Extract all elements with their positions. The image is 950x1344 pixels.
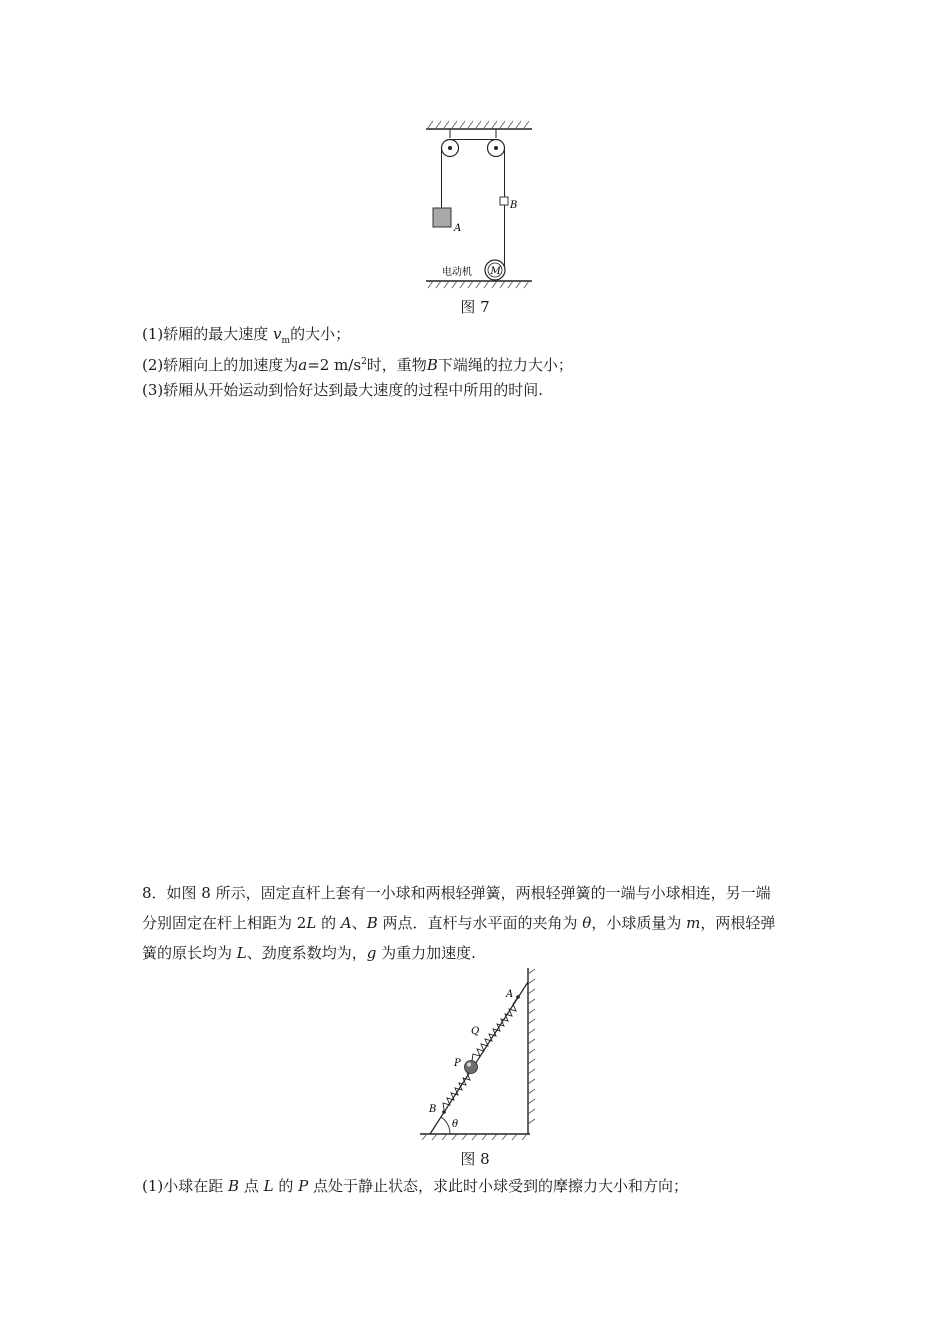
block-a: [433, 208, 451, 227]
point-a: [516, 995, 520, 999]
figure-8-diagram: [418, 962, 538, 1140]
question-7-2: (2)轿厢向上的加速度为a=2 $m/s^2$时，重物B下端绳的拉力大小；: [142, 356, 573, 374]
ball-p: [465, 1061, 478, 1074]
label-a: A: [454, 223, 462, 234]
lower-spring: [443, 1067, 471, 1110]
problem-8-text: 8．如图 8 所示，固定直杆上套有一小球和两根轻弹簧，两根轻弹簧的一端与小球相连，另一端 分别固定在杆上相距为 2L 的 A、B 两点．直杆与水平面的夹角为 θ，小球质量为 m，两根轻弹 簧的原长均为 L、劲度系数均为，g 为重力加速度.: [142, 884, 776, 962]
figure-7-caption: 图 7: [460, 298, 490, 316]
label-p: P: [454, 1058, 461, 1069]
point-b: [442, 1110, 446, 1114]
figure-8-caption: 图 8: [460, 1150, 490, 1168]
label-theta: θ: [452, 1119, 459, 1130]
label-a: A: [506, 989, 514, 1000]
label-q: Q: [471, 1026, 480, 1037]
block-b: [500, 197, 508, 205]
question-7-3: (3)轿厢从开始运动到恰好达到最大速度的过程中所用的时间.: [142, 381, 544, 399]
motor-symbol: M: [490, 266, 501, 277]
label-b: B: [510, 200, 518, 211]
label-b: B: [429, 1104, 437, 1115]
figure-7-diagram: [420, 118, 540, 293]
question-8-1: (1)小球在距 B 点 L 的 P 点处于静止状态，求此时小球受到的摩擦力大小和方向；: [142, 1177, 688, 1195]
motor-label: 电动机: [442, 267, 472, 278]
question-7-1: (1)轿厢的最大速度 $v_m$的大小；: [142, 325, 351, 346]
